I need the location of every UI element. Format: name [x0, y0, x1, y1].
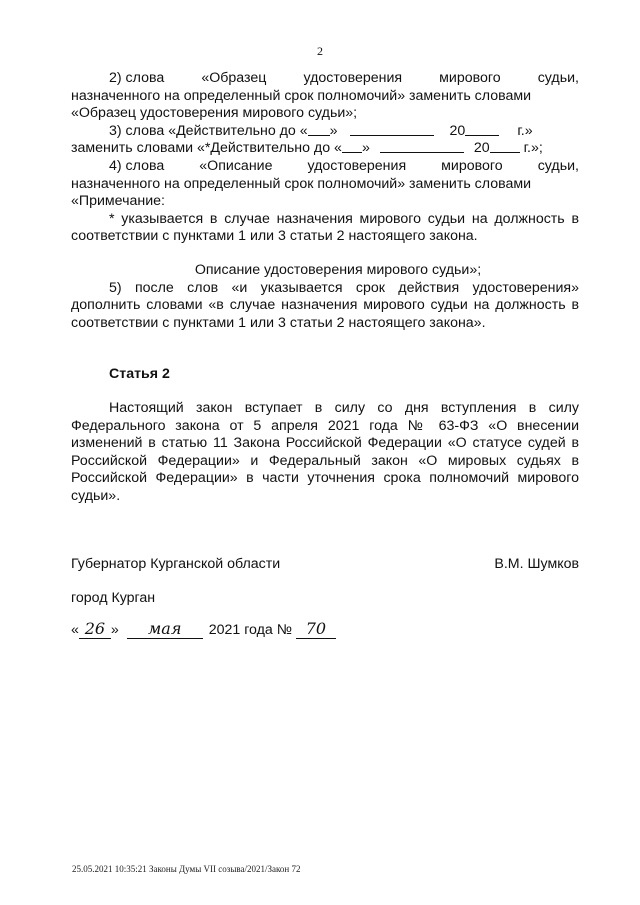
article-2-body: [71, 400, 579, 506]
text: назначенного на определенный срок полномочий» заменить словами: [71, 175, 532, 192]
item-4-line-2: [71, 176, 579, 194]
day-blank: [308, 123, 330, 136]
item-5: 5) после слов «и указывается срок действия удостоверения» дополнить словами «в случае назначения мирового судьи на должность в соответствии с пунктами 1 или 3 статьи 2 настоящего закона».: [71, 279, 579, 331]
word: судьи,: [537, 157, 579, 174]
date-line: [71, 620, 336, 639]
text: назначенного на определенный срок полномочий» заменить словами: [71, 87, 532, 104]
word: «Образец: [201, 70, 267, 86]
text: »: [329, 122, 338, 139]
article-2-title: Статья 2: [109, 366, 170, 382]
text: »: [361, 140, 370, 157]
word: мирового: [439, 70, 501, 86]
item-2-line-2: [71, 88, 579, 106]
open-quote: «: [71, 622, 79, 638]
text: заменить словами «*Действительно до «: [71, 140, 342, 157]
item-2-line-3: «Образец удостоверения мирового судьи»;: [71, 105, 358, 122]
handwritten-month: мая: [127, 620, 203, 639]
text: 20: [449, 122, 466, 139]
item-3-line-1: [71, 123, 579, 141]
word: судьи,: [537, 70, 579, 86]
document-body: [71, 70, 579, 332]
year-blank: [465, 123, 499, 136]
item-4-line-1: [71, 158, 579, 176]
handwritten-number: 70: [296, 620, 336, 639]
year-blank: [490, 140, 520, 153]
text: г.»;: [523, 140, 543, 157]
text: 3) слова «Действительно до «: [109, 122, 308, 139]
word: удостоверения: [303, 70, 403, 86]
day-blank: [342, 140, 362, 153]
city: город Курган: [71, 590, 156, 606]
text: 20: [473, 140, 490, 157]
word: удостоверения: [307, 157, 407, 174]
signatory-position: Губернатор Курганской области: [71, 556, 281, 572]
signatory-name: В.М. Шумков: [494, 556, 579, 572]
item-4-line-3: «Примечание:: [71, 193, 165, 210]
word: 4) слова: [109, 157, 165, 174]
item-4-note: * указывается в случае назначения мирового судьи на должность в соответствии с пунктами 1 или 3 статьи 2 настоящего закона.: [71, 210, 579, 245]
word: «Описание: [199, 157, 273, 174]
month-blank: [350, 123, 434, 136]
item-2-line-1: [71, 70, 579, 88]
word: мирового: [441, 157, 503, 174]
month-blank: [380, 140, 464, 153]
footer-stamp: 25.05.2021 10:35:21 Законы Думы VII созыва/2021/Закон 72: [72, 864, 301, 874]
word: 2) слова: [109, 70, 165, 86]
article-2-text: Настоящий закон вступает в силу со дня вступления в силу Федерального закона от 5 апреля 2021 года № 63-ФЗ «О внесении изменений в статью 11 Закона Российской Федерации «О статусе судей в Российской Федерации» и Федеральный закон «О мировых судьях в Российской Федерации» в части уточнения срока полномочий мирового судьи».: [71, 400, 579, 504]
text: г.»: [517, 122, 533, 139]
close-quote: »: [110, 622, 119, 638]
page-number: 2: [317, 44, 323, 58]
item-3-line-2: [71, 140, 579, 158]
signature-block: [71, 556, 579, 572]
year-text: 2021 года №: [208, 622, 292, 638]
item-4-heading: Описание удостоверения мирового судьи»;: [194, 261, 482, 278]
handwritten-day: 26: [79, 620, 111, 639]
